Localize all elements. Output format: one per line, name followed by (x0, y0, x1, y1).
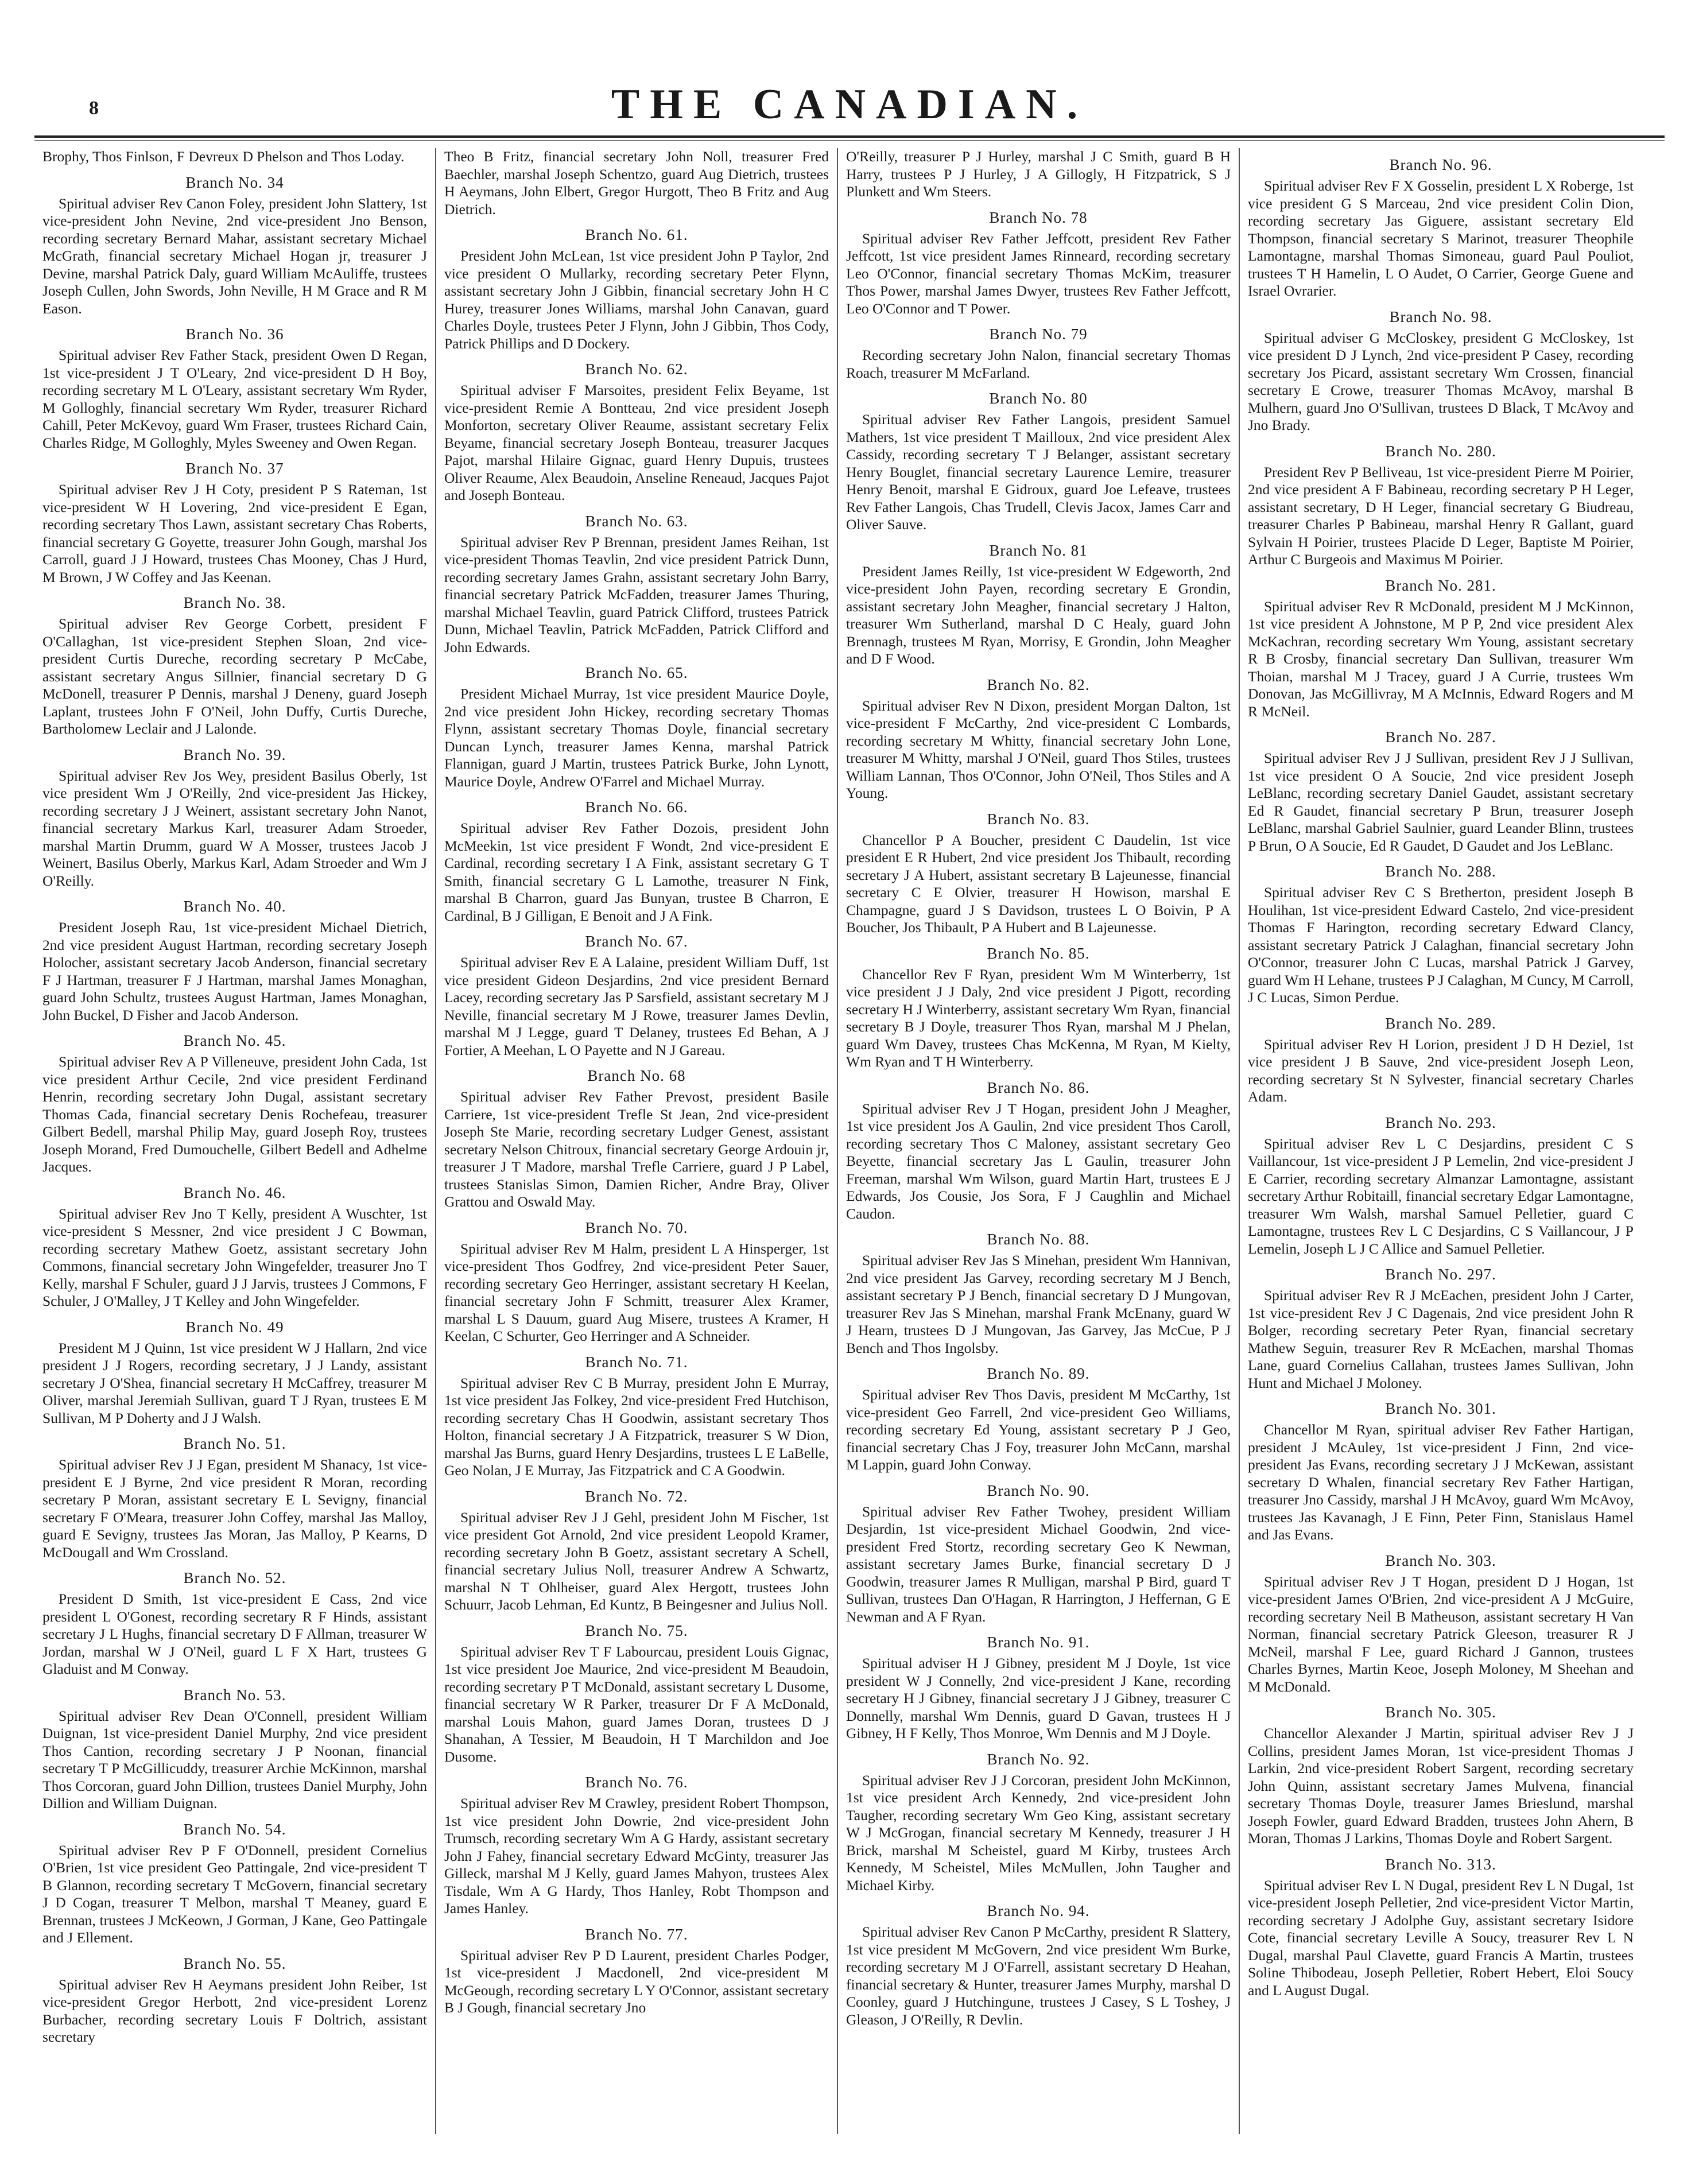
branch-heading: Branch No. 83. (987, 810, 1090, 828)
officer-list-paragraph: President James Reilly, 1st vice-president W Edgeworth, 2nd vice-president John Payen, recording secretary E Grondin, assistant secretary John Meagher, financial secretary J Halton, treasurer Wm Sutherland, marshal D C Healy, guard John Brennagh, trustees M Ryan, Morrisy, E Grondin, John Meagher and D F Wood. (846, 563, 1231, 667)
officer-list-paragraph: Spiritual adviser Rev A P Villeneuve, president John Cada, 1st vice president Arthur Cecile, 2nd vice president Ferdinand Henrin, recording secretary John Dugal, assistant secretary Thomas Cada, financial secretary Denis Rochefeau, treasurer Gilbert Bedell, marshal Philip May, guard Joseph Roy, trustees Joseph Morand, Fred Dumouchelle, Gilbert Bedell and Adhelme Jacques. (42, 1053, 427, 1175)
officer-list-paragraph: Spiritual adviser Rev P D Laurent, president Charles Podger, 1st vice-president J Macdonell, 2nd vice-president M McGeough, recording secretary L Y O'Connor, assistant secretary B J Gough, financial secretary Jno (444, 1946, 829, 2016)
branch-heading: Branch No. 37 (185, 460, 284, 477)
branch-heading: Branch No. 51. (183, 1435, 286, 1452)
branch-heading: Branch No. 49 (185, 1318, 284, 1336)
officer-list-paragraph: Spiritual adviser Rev Father Twohey, president William Desjardin, 1st vice-president Michael Goodwin, 2nd vice-president Fred Stortz, recording secretary Geo K Newman, assistant secretary James Burke, financial secretary D J Goodwin, treasurer James R Mulligan, marshal P Bird, guard T Sullivan, trustees Dan O'Hagan, R Harrington, J Heffernan, G E Newman and A F Ryan. (846, 1503, 1231, 1625)
officer-list-paragraph: Spiritual adviser Rev L N Dugal, president Rev L N Dugal, 1st vice-president Joseph Pelletier, 2nd vice-president Victor Martin, recording secretary J Adolphe Guy, assistant secretary Isidore Cote, financial secretary Leville A Soucy, treasurer Rev L N Dugal, marshal Paul Clavette, guard Francis A Martin, trustees Soline Thibodeau, Joseph Pelletier, Robert Hebert, Eloi Soucy and L August Dugal. (1248, 1876, 1634, 1999)
officer-list-paragraph: President Joseph Rau, 1st vice-president Michael Dietrich, 2nd vice president August Hartman, recording secretary Joseph Holocher, assistant secretary Jacob Anderson, financial secretary F J Hartman, treasurer F J Hartman, marshal James Monaghan, guard John Schultz, trustees August Hartman, James Monaghan, John Buckel, D Fisher and Jacob Anderson. (42, 919, 427, 1023)
branch-heading: Branch No. 288. (1385, 863, 1496, 880)
officer-list-paragraph: Spiritual adviser Rev H Aeymans president John Reiber, 1st vice-president Gregor Herbott, 2nd vice-president Lorenz Burbacher, recording secretary Louis F Doltrich, assistant secretary (42, 1976, 427, 2045)
officer-list-paragraph: Spiritual adviser Rev L C Desjardins, president C S Vaillancour, 1st vice-president J P Lemelin, 2nd vice-president J E Carrier, recording secretary Almanzar Lamontagne, assistant secretary Arthur Robitaill, financial secretary Edgar Lamontagne, treasurer Wm Walsh, marshal Samuel Pelletier, guard C Lamontagne, trustees Rev L C Desjardins, C S Vaillancour, J P Lemelin, Joseph L J C Allice and Samuel Pelletier. (1248, 1135, 1634, 1257)
branch-heading: Branch No. 287. (1385, 728, 1496, 746)
officer-list-paragraph: Spiritual adviser Rev Canon P McCarthy, president R Slattery, 1st vice president M McGovern, 2nd vice president Wm Burke, recording secretary M J O'Farrell, assistant secretary D Heahan, financial secretary & Hunter, treasurer James Murphy, marshal D Coonley, guard J Hutchingune, trustees J Casey, S L Toshey, J Gleason, J O'Reilly, R Devlin. (846, 1923, 1231, 2028)
branch-heading: Branch No. 61. (585, 226, 688, 243)
branch-heading: Branch No. 53. (183, 1686, 286, 1704)
masthead-rule (34, 135, 1665, 138)
branch-heading: Branch No. 40. (183, 898, 286, 915)
branch-heading: Branch No. 75. (585, 1621, 688, 1639)
branch-heading: Branch No. 313. (1385, 1855, 1496, 1873)
branch-heading: Branch No. 71. (585, 1353, 688, 1371)
branch-heading: Branch No. 79 (989, 325, 1088, 343)
officer-list-paragraph: Spiritual adviser Rev C B Murray, president John E Murray, 1st vice president Jas Folkey, 2nd vice-president Fred Hutchison, recording secretary Chas H Goodwin, assistant secretary Thos Holton, financial secretary J A Fitzpatrick, treasurer S W Dion, marshal Jas Burns, guard Henry Desjardins, trustees L E LaBelle, Geo Nolan, J E Murray, Jas Fitzpatrick and C A Goodwin. (444, 1374, 829, 1479)
column-3 (838, 148, 1240, 2134)
officer-list-paragraph: Spiritual adviser Rev Jas S Minehan, president Wm Hannivan, 2nd vice president Jas Garvey, recording secretary M J Bench, assistant secretary P J Bench, financial secretary D J Mungovan, treasurer Rev Jas S Minehan, marshal Frank McEnany, guard W J Hearn, trustees D J Mungovan, Jas Garvey, Jas McCue, P J Bench and Thos Ingolsby. (846, 1252, 1231, 1356)
branch-heading: Branch No. 85. (987, 944, 1090, 962)
newspaper-title: THE CANADIAN. (611, 81, 1088, 128)
officer-list-paragraph: Spiritual adviser Rev T F Labourcau, president Louis Gignac, 1st vice president Joe Maurice, 2nd vice-president M Beaudoin, recording secretary P T McDonald, assistant secretary L Dusome, financial secretary W R Parker, treasurer Dr F A McDonald, marshal Louis Mahon, guard James Doran, trustees D J Shanahan, A Tessier, M Beaudoin, H T Marchildon and Joe Dusome. (444, 1643, 829, 1765)
officer-list-paragraph: Spiritual adviser Rev George Corbett, president F O'Callaghan, 1st vice-president Stephen Sloan, 2nd vice-president Curtis Dureche, recording secretary P McCabe, assistant secretary Angus Sillnier, financial secretary D G McDonell, treasurer P Dennis, marshal J Deneny, guard Joseph Laplant, trustees John F O'Neil, John Duffy, Curtis Dureche, Bartholomew Leclair and J Lalonde. (42, 615, 427, 737)
branch-heading: Branch No. 305. (1385, 1704, 1496, 1721)
masthead (34, 80, 1665, 132)
branch-heading: Branch No. 39. (183, 746, 286, 763)
branch-heading: Branch No. 281. (1385, 576, 1496, 594)
branch-heading: Branch No. 65. (585, 664, 688, 681)
branch-heading: Branch No. 54. (183, 1820, 286, 1838)
officer-list-paragraph: Spiritual adviser F Marsoites, president Felix Beyame, 1st vice-president Remie A Bontteau, 2nd vice president Joseph Monforton, secretary Oliver Reaume, assistant secretary Felix Beyame, financial secretary Joseph Bonteau, treasurer Jacques Pajot, marshal Hilaire Gignac, guard Henry Dupuis, trustees Oliver Reaume, Alex Beaudoin, Anseline Reneaud, Jacques Pajot and Joseph Bonteau. (444, 382, 829, 503)
officer-list-paragraph: Brophy, Thos Finlson, F Devreux D Phelson and Thos Loday. (42, 148, 405, 165)
officer-list-paragraph: Spiritual adviser Rev N Dixon, president Morgan Dalton, 1st vice-president F McCarthy, 2nd vice-president C Lombards, recording secretary M Whitty, financial secretary John Lone, treasurer M Whitty, marshal J O'Neil, guard Thos Stiles, trustees William Lannan, Thos O'Connor, John O'Neil, Thos Stiles and A Young. (846, 697, 1231, 801)
column-2 (436, 148, 838, 2134)
branch-heading: Branch No. 80 (989, 390, 1088, 407)
branch-heading: Branch No. 98. (1389, 308, 1492, 325)
officer-list-paragraph: President Rev P Belliveau, 1st vice-president Pierre M Poirier, 2nd vice president A F Babineau, recording secretary P H Leger, assistant secretary, D H Leger, financial secretary G Biudreau, treasurer Charles P Babineau, marshal Henry R Gallant, guard Sylvain H Poirier, trustees Placide D Leger, Baptiste M Poirier, Arthur C Burgeois and Maximus M Poirier. (1248, 463, 1634, 568)
officer-list-paragraph: Recording secretary John Nalon, financial secretary Thomas Roach, treasurer M McFarland. (846, 347, 1231, 381)
branch-heading: Branch No. 303. (1385, 1551, 1496, 1569)
officer-list-paragraph: Spiritual adviser Rev Jno T Kelly, president A Wuschter, 1st vice-president S Messner, 2nd vice president J C Bowman, recording secretary Mathew Goetz, assistant secretary John Commons, financial secretary John Wingefelder, treasurer Jno T Kelly, marshal F Schuler, guard J J Jarvis, trustees J Commons, F Schuler, J O'Malley, J T Kelley and John Wingefelder. (42, 1205, 427, 1309)
officer-list-paragraph: Spiritual adviser Rev J T Hogan, president John J Meagher, 1st vice president Jos A Gaulin, 2nd vice president Thos Caroll, recording secretary Thos C Maloney, assistant secretary Geo Beyette, financial secretary Jas L Gaulin, treasurer John Freeman, marshal Wm Wilson, guard Martin Hart, trustees E J Edwards, Jos Cousie, Jos Sora, F J Caughlin and Michael Caudon. (846, 1100, 1231, 1222)
officer-list-paragraph: Spiritual adviser Rev H Lorion, president J D H Deziel, 1st vice president J B Sauve, 2nd vice-president Joseph Leon, recording secretary St N Sylvester, financial secretary Charles Adam. (1248, 1035, 1634, 1105)
branch-heading: Branch No. 297. (1385, 1266, 1496, 1283)
branch-heading: Branch No. 55. (183, 1954, 286, 1972)
branch-heading: Branch No. 88. (987, 1231, 1090, 1248)
branch-heading: Branch No. 96. (1389, 156, 1492, 173)
officer-list-paragraph: Spiritual adviser Rev J J Egan, president M Shanacy, 1st vice-president E J Byrne, 2nd vice president R Moran, recording secretary P Moran, assistant secretary E L Sevigny, financial secretary F O'Meara, treasurer John Coffey, marshal Jas Malloy, guard E Sevigny, trustees Jas Moran, Jas Malloy, P Kearns, D McDougall and Wm Crossland. (42, 1456, 427, 1561)
officer-list-paragraph: Spiritual adviser Rev R J McEachen, president John J Carter, 1st vice-president Rev J C Dagenais, 2nd vice president John R Bolger, recording secretary Peter Ryan, financial secretary Mathew Seguin, treasurer Rev R McEachen, marshal Thomas Lane, guard Cornelius Callahan, trustees James Sullivan, John Hunt and Michael J Moloney. (1248, 1287, 1634, 1391)
branch-heading: Branch No. 301. (1385, 1400, 1496, 1417)
columns (34, 148, 1665, 2134)
branch-heading: Branch No. 52. (183, 1569, 286, 1586)
officer-list-paragraph: Spiritual adviser Rev C S Bretherton, president Joseph B Houlihan, 1st vice-president Edward Castelo, 2nd vice-president Thomas F Harington, recording secretary Edward Clancy, assistant secretary Patrick J Calaghan, financial secretary John O'Connor, treasurer John C Lucas, marshal Patrick J Garvey, guard Wm H Lehane, trustees P J Calaghan, M Cuncy, M Carroll, J C Lucas, Simon Perdue. (1248, 884, 1634, 1006)
branch-heading: Branch No. 92. (987, 1750, 1090, 1768)
officer-list-paragraph: Spiritual adviser Rev R McDonald, president M J McKinnon, 1st vice president A Johnstone, M P P, 2nd vice president Alex McKachran, recording secretary Wm Young, assistant secretary R B Crosby, financial secretary Dan Sullivan, treasurer Wm Thoian, marshal M J Tracey, guard J A Currie, trustees Wm Donovan, Jas McGillivray, M A McInnis, Edward Rogers and M R McNeil. (1248, 598, 1634, 720)
officer-list-paragraph: President John McLean, 1st vice president John P Taylor, 2nd vice president O Mullarky, recording secretary Peter Flynn, assistant secretary John J Gibbin, financial secretary John H C Hurey, treasurer Jones Williams, marshal John Canavan, guard Charles Doyle, trustees Peter J Flynn, John J Gibbin, Thos Cody, Patrick Phillips and D Dockery. (444, 247, 829, 352)
branch-heading: Branch No. 46. (183, 1184, 286, 1201)
branch-heading: Branch No. 280. (1385, 442, 1496, 460)
officer-list-paragraph: Spiritual adviser Rev M Halm, president L A Hinsperger, 1st vice-president Thos Godfrey, 2nd vice-president Peter Sauer, recording secretary Geo Herringer, assistant secretary H Keelan, financial secretary John F Schmitt, treasurer Alex Kramer, marshal L S Dauum, guard Aug Misere, trustees A Kramer, H Keelan, C Schurter, Geo Herringer and A Schneider. (444, 1240, 829, 1344)
branch-heading: Branch No. 77. (585, 1925, 688, 1943)
branch-heading: Branch No. 86. (987, 1079, 1090, 1096)
officer-list-paragraph: O'Reilly, treasurer P J Hurley, marshal J C Smith, guard B H Harry, trustees P J Hurley, J A Gillogly, H Fitzpatrick, S J Plunkett and Wm Steers. (846, 148, 1231, 200)
branch-heading: Branch No. 293. (1385, 1114, 1496, 1131)
officer-list-paragraph: Spiritual adviser Rev Dean O'Connell, president William Duignan, 1st vice-president Daniel Murphy, 2nd vice president Thos Cantion, recording secretary J P Noonan, financial secretary T P McGillicuddy, treasurer Archie McKinnon, marshal Thos Corcoran, guard John Dillion, trustees Daniel Murphy, John Dillion and William Duignan. (42, 1707, 427, 1811)
masthead-rule-thin (34, 140, 1665, 141)
column-1 (34, 148, 436, 2134)
branch-heading: Branch No. 67. (585, 933, 688, 950)
officer-list-paragraph: Spiritual adviser Rev Father Stack, president Owen D Regan, 1st vice-president J T O'Leary, 2nd vice-president D H Boy, recording secretary M L O'Leary, assistant secretary Wm Ryder, M Golloghly, financial secretary Wm Ryder, treasurer Richard Cahill, Peter McKevoy, guard Wm Fraser, trustees Richard Cain, Charles Ridge, M Golloghly, Myles Sweeney and Owen Regan. (42, 347, 427, 451)
officer-list-paragraph: Spiritual adviser Rev P Brennan, president James Reihan, 1st vice-president Thomas Teavlin, 2nd vice president Patrick Dunn, recording secretary James Grahn, assistant secretary John Barry, financial secretary Patrick McFadden, treasurer James Thuring, marshal Michael Teavlin, guard Patrick Clifford, trustees Patrick Dunn, Michael Teavlin, Patrick McFadden, Patrick Clifford and John Edwards. (444, 533, 829, 655)
branch-heading: Branch No. 72. (585, 1487, 688, 1505)
branch-heading: Branch No. 90. (987, 1481, 1090, 1499)
officer-list-paragraph: Spiritual adviser H J Gibney, president M J Doyle, 1st vice president W J Connelly, 2nd vice-president J Kane, recording secretary H J Gibney, financial secretary J J Gibney, treasurer C Donnelly, marshal Wm Dennis, guard D Gavan, trustees H J Gibney, H F Kelly, Thos Monroe, Wm Dennis and M J Doyle. (846, 1655, 1231, 1741)
branch-heading: Branch No. 63. (585, 512, 688, 530)
branch-heading: Branch No. 81 (989, 541, 1088, 559)
officer-list-paragraph: Spiritual adviser Rev J H Coty, president P S Rateman, 1st vice-president W H Lovering, 2nd vice-president E Egan, recording secretary Thos Lawn, assistant secretary Chas Roberts, financial secretary G Goyette, treasurer John Gough, marshal Jos Carroll, guard J J Howard, trustees Chas Mooney, Chas J Hurd, M Brown, J W Coffey and Jas Keenan. (42, 481, 427, 585)
officer-list-paragraph: President Michael Murray, 1st vice president Maurice Doyle, 2nd vice president John Hickey, recording secretary Thomas Flynn, assistant secretary Thomas Doyle, financial secretary Duncan Lynch, treasurer James Kenna, marshal Patrick Flannigan, guard J Martin, trustees Patrick Burke, John Lynott, Maurice Doyle, Andrew O'Farrel and Michael Murray. (444, 685, 829, 790)
officer-list-paragraph: Spiritual adviser Rev J J Gehl, president John M Fischer, 1st vice president Got Arnold, 2nd vice president Leopold Kramer, recording secretary John B Goetz, assistant secretary A Schell, financial secretary Julius Noll, treasurer Andrew A Schwartz, marshal N T Ohlheiser, guard Alex Hergott, trustees John Schuurr, Jacob Lehman, Ed Kuntz, B Beingesner and Julius Noll. (444, 1508, 829, 1613)
officer-list-paragraph: Spiritual adviser Rev Father Langois, president Samuel Mathers, 1st vice president T Mailloux, 2nd vice president Alex Cassidy, recording secretary T J Belanger, assistant secretary Henry Bouglet, financial secretary Laurence Lemire, treasurer Henry Benoit, marshal E Gidroux, guard Joe Lefeave, trustees Rev Father Langois, Chas Trudell, Clevis Jacox, James Carr and Oliver Sauve. (846, 411, 1231, 533)
officer-list-paragraph: Spiritual adviser Rev E A Lalaine, president William Duff, 1st vice president Gideon Desjardins, 2nd vice president Bernard Lacey, recording secretary Jas P Sarsfield, assistant secretary M J Neville, financial secretary M J Rowe, treasurer James Devlin, marshal M J Legge, guard T Delaney, trustees Ed Behan, A J Fortier, A Meehan, L O Payette and N J Gareau. (444, 954, 829, 1058)
officer-list-paragraph: President D Smith, 1st vice-president E Cass, 2nd vice president L O'Gonest, recording secretary R F Hinds, assistant secretary J L Hughs, financial secretary D F Allman, treasurer W Jordan, marshal W J O'Neil, guard L F X Hart, trustees G Gladuist and M Conway. (42, 1591, 427, 1677)
officer-list-paragraph: Spiritual adviser Rev J J Sullivan, president Rev J J Sullivan, 1st vice president O A Soucie, 2nd vice president Joseph LeBlanc, recording secretary Daniel Gaudet, assistant secretary Ed R Gaudet, financial secretary P Brun, treasurer Joseph LeBlanc, marshal Gabriel Saulnier, guard Leander Blinn, trustees P Brun, O A Soucie, Ed R Gaudet, D Gaudet and Jos LeBlanc. (1248, 750, 1634, 854)
branch-heading: Branch No. 94. (987, 1902, 1090, 1919)
officer-list-paragraph: Spiritual adviser Rev Jos Wey, president Basilus Oberly, 1st vice president Wm J O'Reilly, 2nd vice-president Jas Hickey, recording secretary J J Weinert, assistant secretary John Nanot, financial secretary Markus Karl, treasurer Adam Stroeder, marshal Martin Drumm, guard W A Mosser, trustees Jacob J Weinert, Basilus Oberly, Markus Karl, Adam Stroeder and Wm J O'Reilly. (42, 767, 427, 889)
branch-heading: Branch No. 38. (183, 594, 286, 611)
branch-heading: Branch No. 91. (987, 1634, 1090, 1651)
branch-heading: Branch No. 70. (585, 1219, 688, 1236)
page-number: 8 (89, 98, 99, 119)
branch-heading: Branch No. 36 (185, 325, 284, 343)
officer-list-paragraph: Spiritual adviser Rev Thos Davis, president M McCarthy, 1st vice-president Geo Farrell, 2nd vice-president Geo Williams, recording secretary Ed Young, assistant secretary P J Geo, financial secretary Chas J Foy, treasurer John McCann, marshal M Lappin, guard John Conway. (846, 1386, 1231, 1473)
officer-list-paragraph: Chancellor Alexander J Martin, spiritual adviser Rev J J Collins, president James Moran, 1st vice-president Thomas J Larkin, 2nd vice-president Robert Sargent, recording secretary John Quinn, assistant secretary James Mulvena, financial secretary Thomas Doyle, treasurer James Brieslund, marshal Joseph Fowler, guard Edward Bradden, trustees John Ahern, B Moran, Thomas J Larkins, Thomas Doyle and Robert Sargent. (1248, 1725, 1634, 1846)
officer-list-paragraph: Spiritual adviser Rev Canon Foley, president John Slattery, 1st vice-president John Nevine, 2nd vice-president Jno Benson, recording secretary Bernard Mahar, assistant secretary Michael McGrath, financial secretary Michael Hogan jr, treasurer J Devine, marshal Patrick Daly, guard William McAuliffe, trustees Joseph Cullen, John Swords, John Neville, H M Grace and R M Eason. (42, 195, 427, 317)
officer-list-paragraph: Spiritual adviser Rev J J Corcoran, president John McKinnon, 1st vice president Arch Kennedy, 2nd vice-president John Taugher, recording secretary Wm Geo King, assistant secretary W J McGrogan, financial secretary M Kennedy, treasurer J H Brick, marshal M Scheistel, guard M Kirby, trustees Arch Kennedy, M Scheistel, Miles McMullen, John Taugher and Michael Kirby. (846, 1771, 1231, 1894)
branch-heading: Branch No. 68 (587, 1067, 686, 1084)
officer-list-paragraph: Spiritual adviser G McCloskey, president G McCloskey, 1st vice president D J Lynch, 2nd vice-president P Casey, recording secretary Jos Picard, assistant secretary Wm Crossen, financial secretary E Crowe, treasurer Thomas McAvoy, marshal B Mulhern, guard Jno O'Sullivan, trustees D Black, T McAvoy and Jno Brady. (1248, 329, 1634, 433)
officer-list-paragraph: Chancellor Rev F Ryan, president Wm M Winterberry, 1st vice president J J Daly, 2nd vice president J Pigott, recording secretary H J Winterberry, assistant secretary Wm Ryan, financial secretary B J Doyle, treasurer Thos Ryan, marshal M J Phelan, guard Wm Davey, trustees Chas McKenna, M Ryan, M Kielty, Wm Ryan and T H Winterberry. (846, 965, 1231, 1070)
officer-list-paragraph: Chancellor P A Boucher, president C Daudelin, 1st vice president E R Hubert, 2nd vice president Jos Thibault, recording secretary J A Hubert, assistant secretary B Lajeunesse, financial secretary C E Olvier, treasurer H Howison, marshal E Champagne, guard J S Davidson, trustees L O Boivin, P A Boucher, Jos Thibault, P A Hubert and B Lajeunesse. (846, 831, 1231, 936)
branch-heading: Branch No. 62. (585, 360, 688, 378)
officer-list-paragraph: Spiritual adviser Rev M Crawley, president Robert Thompson, 1st vice president John Dowrie, 2nd vice-president John Trumsch, recording secretary Wm A G Hardy, assistant secretary John J Fahey, financial secretary Edward McGinty, treasurer Jas Gilleck, marshal M J Kelly, guard James Mahyon, trustees Alex Tisdale, Wm A G Hardy, Thos Hanley, Robt Thompson and James Hanley. (444, 1795, 829, 1917)
officer-list-paragraph: Spiritual adviser Rev Father Dozois, president John McMeekin, 1st vice president F Wondt, 2nd vice-president E Cardinal, recording secretary I A Fink, assistant secretary G T Smith, financial secretary G L Lamothe, treasurer N Fink, marshal B Charron, guard Jas Bunyan, trustee B Charron, E Cardinal, B J Gilligan, E Benoit and J A Fink. (444, 820, 829, 924)
branch-heading: Branch No. 45. (183, 1032, 286, 1049)
column-4 (1240, 148, 1642, 2134)
branch-heading: Branch No. 78 (989, 208, 1088, 226)
branch-heading: Branch No. 289. (1385, 1014, 1496, 1032)
officer-list-paragraph: Spiritual adviser Rev F X Gosselin, president L X Roberge, 1st vice president G S Marceau, 2nd vice president Colin Dion, recording secretary Jas Giguere, assistant secretary Eld Thompson, financial secretary S Marinot, treasurer Theophile Lamontagne, marshal Thomas Simoneau, guard Paul Pouliot, trustees T H Hamelin, L O Audet, O Carrier, George Guene and Israel Ovrarier. (1248, 177, 1634, 299)
branch-heading: Branch No. 66. (585, 798, 688, 816)
branch-heading: Branch No. 34 (185, 173, 284, 191)
branch-heading: Branch No. 82. (987, 676, 1090, 693)
officer-list-paragraph: Spiritual adviser Rev Father Jeffcott, president Rev Father Jeffcott, 1st vice president James Rinneard, recording secretary Leo O'Connor, financial secretary Thomas McKim, treasurer Thos Power, marshal James Dwyer, trustees Rev Father Jeffcott, Leo O'Connor and T Power. (846, 230, 1231, 317)
officer-list-paragraph: Spiritual adviser Rev J T Hogan, president D J Hogan, 1st vice-president James O'Brien, 2nd vice-president A J McGuire, recording secretary Neil B Matheuson, assistant secretary H Van Norman, financial secretary Patrick Gleeson, treasurer R J McNeil, marshal F Lee, guard Richard J Gannon, trustees Charles Byrnes, Martin Keoe, Joseph Moloney, M Sheehan and M McDonald. (1248, 1573, 1634, 1695)
branch-heading: Branch No. 76. (585, 1774, 688, 1791)
officer-list-paragraph: Spiritual adviser Rev Father Prevost, president Basile Carriere, 1st vice-president Trefle St Jean, 2nd vice-president Joseph Ste Marie, recording secretary Ludger Genest, assistant secretary Nelson Chitroux, financial secretary George Ardouin jr, treasurer J T Madore, marshal Trefle Carriere, guard J P Label, trustees Stanislas Simon, Damien Richer, Andre Bray, Oliver Grattou and Oswald May. (444, 1088, 829, 1210)
officer-list-paragraph: Spiritual adviser Rev P F O'Donnell, president Cornelius O'Brien, 1st vice president Geo Pattingale, 2nd vice-president T B Glannon, recording secretary T McGovern, financial secretary J D Cogan, treasurer T Melbon, marshal T Meaney, guard E Brennan, trustees J McKeown, J Gorman, J Kane, Geo Pattingale and J Ellement. (42, 1841, 427, 1946)
officer-list-paragraph: Theo B Fritz, financial secretary John Noll, treasurer Fred Baechler, marshal Joseph Schentzo, guard Aug Dietrich, trustees H Aeymans, John Elbert, Gregor Hurgott, Theo B Fritz and Aug Dietrich. (444, 148, 829, 218)
officer-list-paragraph: Chancellor M Ryan, spiritual adviser Rev Father Hartigan, president J McAuley, 1st vice-president J Finn, 2nd vice-president Jas Evans, recording secretary J J McKewan, assistant secretary D Whalen, financial secretary Rev Father Hartigan, treasurer Jno Cassidy, marshal J H McAvoy, guard Wm McAvoy, trustees Jas Kavanagh, J E Finn, Peter Finn, Stanislaus Hamel and Jas Evans. (1248, 1421, 1634, 1543)
branch-heading: Branch No. 89. (987, 1365, 1090, 1382)
officer-list-paragraph: President M J Quinn, 1st vice president W J Hallarn, 2nd vice president J J Rogers, recording secretary, J J Landy, assistant secretary J O'Shea, financial secretary H McCaffrey, treasurer M Oliver, marshal Jeremiah Sullivan, guard T J Ryan, trustees E M Sullivan, M P Doherty and J J Walsh. (42, 1339, 427, 1426)
